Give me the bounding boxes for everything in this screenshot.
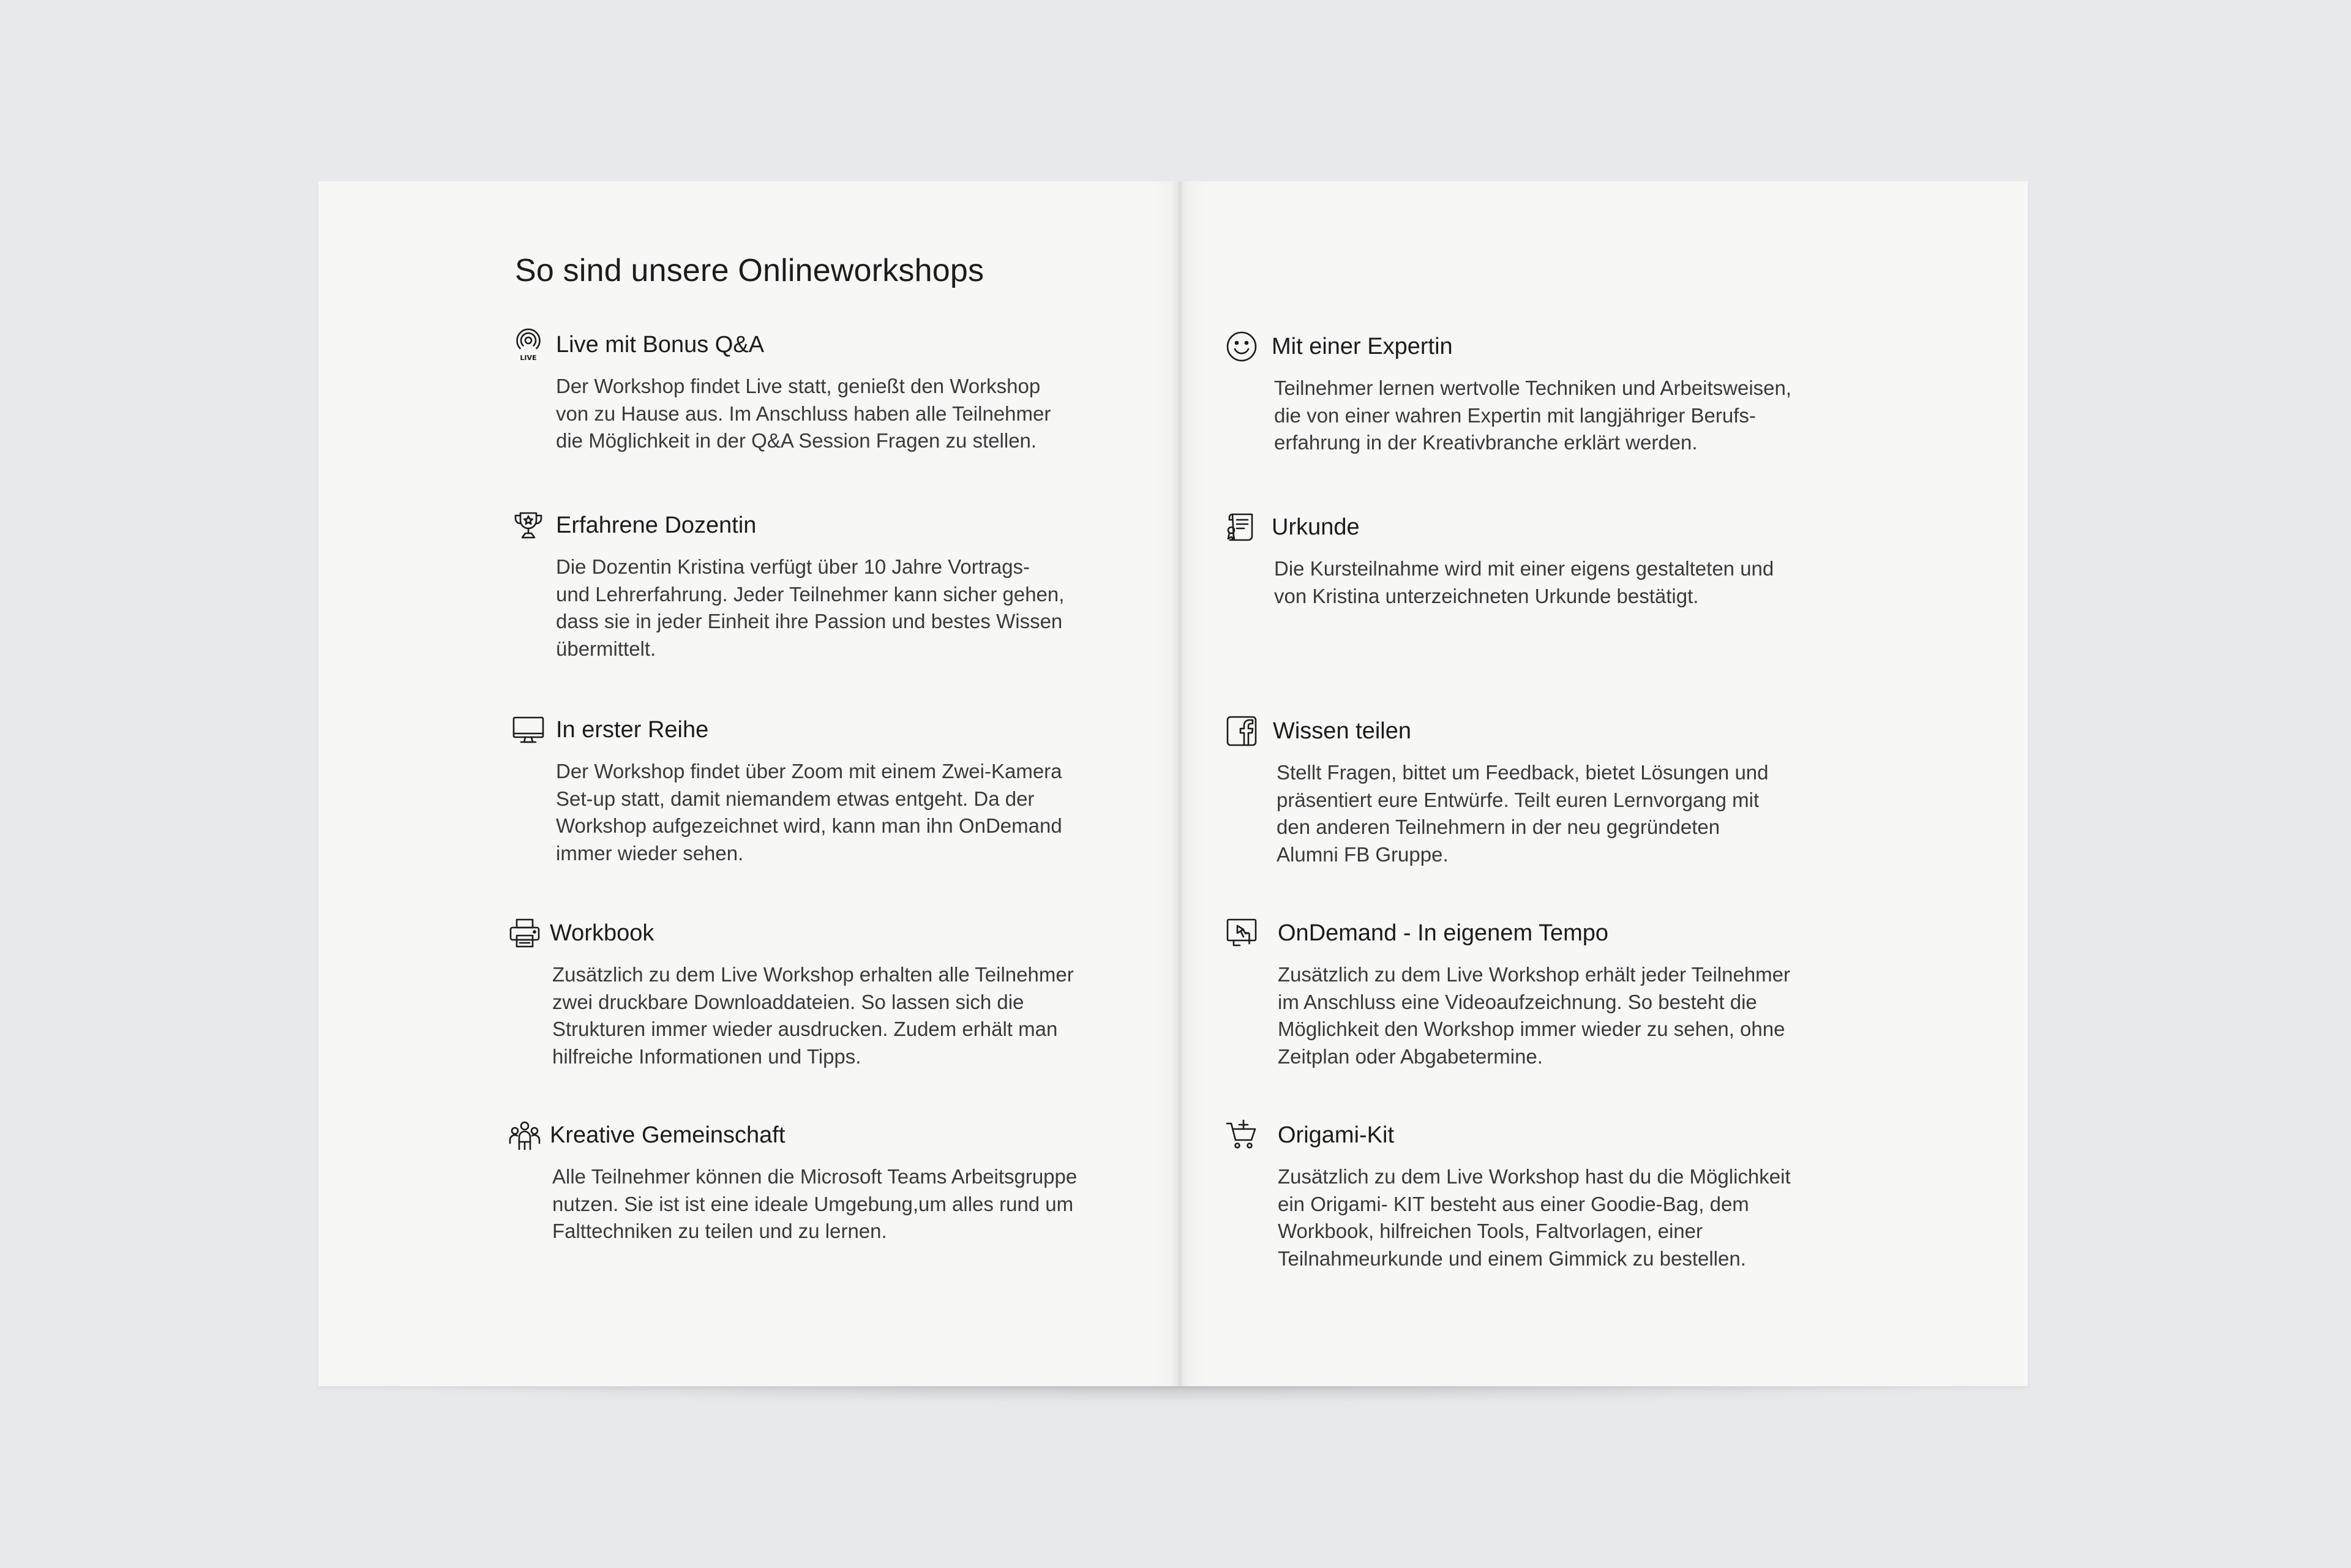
description-line: zwei druckbare Downloaddateien. So lassen sich die <box>552 990 1024 1013</box>
community-icon <box>508 1119 541 1152</box>
feature-description <box>556 758 1119 867</box>
description-line: Zusätzlich zu dem Live Workshop hast du die Möglichkeit <box>1278 1165 1791 1188</box>
description-line: Teilnahmeurkunde und einem Gimmick zu bestellen. <box>1278 1247 1746 1270</box>
description-line: von Kristina unterzeichneten Urkunde bestätigt. <box>1274 584 1699 607</box>
facebook-icon <box>1225 715 1258 748</box>
feature-title: Urkunde <box>1272 514 1360 540</box>
feature-description <box>1278 961 1841 1070</box>
feature-certificate <box>1225 509 1776 610</box>
description-line: Zusätzlich zu dem Live Workshop erhalten alle Teilnehmer <box>552 963 1074 986</box>
feature-title: OnDemand - In eigenem Tempo <box>1278 920 1609 946</box>
svg-text:LIVE: LIVE <box>520 354 537 361</box>
description-line: Möglichkeit den Workshop immer wieder zu sehen, ohne <box>1278 1018 1785 1040</box>
feature-title: Workbook <box>550 920 654 946</box>
monitor-icon <box>512 713 545 746</box>
feature-title: Wissen teilen <box>1273 718 1411 744</box>
feature-description <box>552 1163 1116 1245</box>
feature-title: Kreative Gemeinschaft <box>550 1122 786 1148</box>
description-line: Die Kursteilnahme wird mit einer eigens gestalteten und <box>1274 557 1774 580</box>
feature-description <box>556 373 1119 455</box>
feature-share-knowledge <box>1225 713 1776 868</box>
feature-creative-community <box>508 1117 1078 1245</box>
description-line: Der Workshop findet über Zoom mit einem Zwei-Kamera <box>556 760 1062 782</box>
center-fold <box>1151 181 1210 1386</box>
feature-front-row <box>512 711 1063 867</box>
description-line: nutzen. Sie ist ist eine ideale Umgebung,um alles rund um <box>552 1192 1074 1215</box>
description-line: übermittelt. <box>556 637 656 660</box>
feature-description <box>1274 555 1837 610</box>
smiley-icon <box>1225 330 1258 363</box>
description-line: ein Origami- KIT besteht aus einer Goodie-Bag, dem <box>1278 1192 1749 1215</box>
description-line: Zusätzlich zu dem Live Workshop erhält jeder Teilnehmer <box>1278 963 1791 986</box>
description-line: Die Dozentin Kristina verfügt über 10 Jahre Vortrags- <box>556 555 1030 578</box>
feature-title: Erfahrene Dozentin <box>556 512 757 538</box>
description-line: hilfreiche Informationen und Tipps. <box>552 1045 861 1068</box>
description-line: präsentiert eure Entwürfe. Teilt euren Lernvorgang mit <box>1277 788 1760 811</box>
description-line: Falttechniken zu teilen und zu lernen. <box>552 1220 887 1242</box>
feature-description <box>1277 759 1840 868</box>
description-line: von zu Hause aus. Im Anschluss haben alle Teilnehmer <box>556 402 1051 425</box>
feature-title: Live mit Bonus Q&A <box>556 331 765 358</box>
feature-expert <box>1225 328 1792 457</box>
trophy-icon <box>512 509 545 542</box>
feature-workbook <box>508 915 1074 1070</box>
description-line: Zeitplan oder Abgabetermine. <box>1278 1045 1543 1068</box>
description-line: Alle Teilnehmer können die Microsoft Teams Arbeitsgruppe <box>552 1165 1078 1188</box>
feature-description <box>556 553 1119 662</box>
description-line: die von einer wahren Expertin mit langjähriger Berufs- <box>1274 403 1756 427</box>
feature-description <box>1274 375 1837 457</box>
feature-description <box>552 961 1116 1070</box>
shopping-cart-icon <box>1225 1119 1258 1152</box>
description-line: die Möglichkeit in der Q&A Session Fragen zu stellen. <box>556 429 1037 452</box>
description-line: Strukturen immer wieder ausdrucken. Zudem erhält man <box>552 1018 1058 1040</box>
feature-experienced-teacher <box>512 507 1063 662</box>
description-line: immer wieder sehen. <box>556 841 744 865</box>
description-line: und Lehrerfahrung. Jeder Teilnehmer kann sicher gehen, <box>556 582 1065 606</box>
description-line: Workbook, hilfreichen Tools, Faltvorlagen, einer <box>1278 1220 1703 1242</box>
description-line: den anderen Teilnehmern in der neu gegründeten <box>1277 816 1720 838</box>
on-demand-video-icon <box>1225 917 1258 950</box>
feature-title: In erster Reihe <box>556 716 709 743</box>
feature-live-qa <box>512 326 1063 455</box>
certificate-icon <box>1225 511 1258 544</box>
feature-description <box>1278 1163 1841 1272</box>
description-line: dass sie in jeder Einheit ihre Passion und bestes Wissen <box>556 610 1063 632</box>
description-line: Set-up statt, damit niemandem etwas entgeht. Da der <box>556 787 1035 810</box>
feature-origami-kit <box>1225 1117 1791 1272</box>
description-line: erfahrung in der Kreativbranche erklärt werden. <box>1274 431 1698 454</box>
feature-on-demand <box>1225 915 1791 1070</box>
printer-icon <box>508 917 541 950</box>
description-line: Der Workshop findet Live statt, genießt den Workshop <box>556 375 1041 397</box>
description-line: im Anschluss eine Videoaufzeichnung. So besteht die <box>1278 990 1757 1013</box>
feature-title: Mit einer Expertin <box>1272 333 1453 359</box>
description-line: Alumni FB Gruppe. <box>1277 842 1449 866</box>
live-stream-icon <box>512 328 545 361</box>
feature-title: Origami-Kit <box>1278 1122 1395 1148</box>
page-title: So sind unsere Onlineworkshops <box>515 253 984 288</box>
description-line: Teilnehmer lernen wertvolle Techniken und Arbeitsweisen, <box>1274 377 1792 399</box>
description-line: Stellt Fragen, bittet um Feedback, bietet Lösungen und <box>1277 761 1769 784</box>
description-line: Workshop aufgezeichnet wird, kann man ihn OnDemand <box>556 814 1062 837</box>
